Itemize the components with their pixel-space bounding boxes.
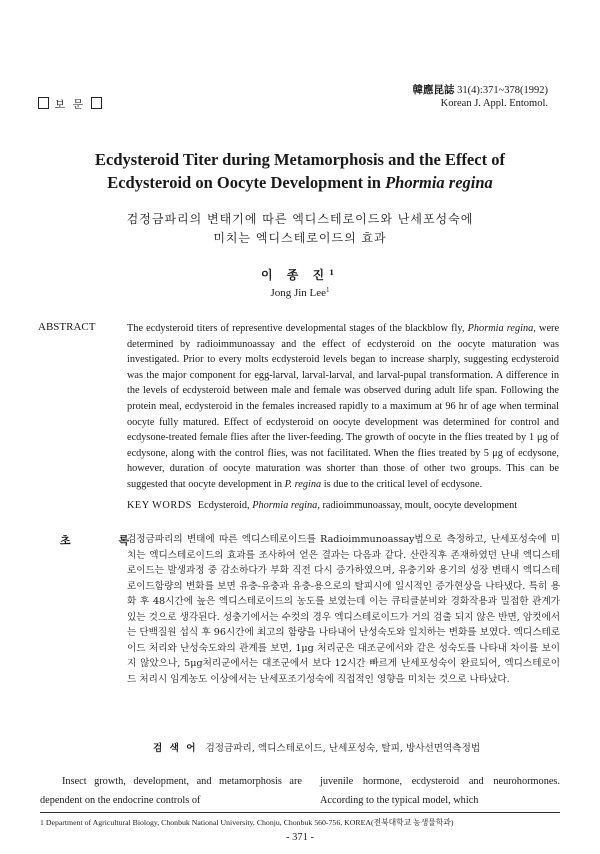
abstract-text-1: The ecdysteroid titers of representive developmental stages of the blackblow fly,	[127, 323, 468, 334]
abstract-text-3: is due to the critical level of ecdysone.	[321, 478, 483, 490]
author-english	[40, 286, 560, 299]
journal-ref-english: Korean J. Appl. Entomol.	[440, 98, 548, 109]
abstract-label: ABSTRACT	[38, 321, 96, 333]
abstract-text	[127, 321, 559, 493]
page-number: - 371 -	[286, 832, 314, 843]
section-tag-label: 보 문	[54, 98, 86, 111]
keywords	[127, 500, 567, 511]
title-line-2	[40, 171, 560, 194]
footnote-divider	[40, 812, 560, 813]
korean-abstract-text: 검정금파리의 변태에 따른 엑디스테로이드를 Radioimmunoassay법으로 측정하고, 난세포성숙에 미치는 엑디스테로이드의 효과를 조사하여 얻은 결과는 다음과 같다. 산란직후 존재하였던 난내 엑디스테로이드는 발생과정 중 감소하다가 부화 직전 다시 증가하였으며, 유충기와 용기의 성장 변태시 엑디스테로이드함량의 변화를 보면 유충-유충과 유충-용으로의 탈피시에 일시적인 증가현상을 나타냈다. 특히 용화 후 48시간에 높은 엑디스테로이드의 농도를 보였는데 이는 큐티클분비와 경화작용과 밀접한 관계가 있는 것으로 생각된다. 성충기에서는 수컷의 경우 엑디스테로이드가 거의 검출 되지 않은 반면, 암컷에서는 단백질원 섭식 후 96시간에 최고의 함량을 나타내어 난성숙도와 일치하는 변화를 보였다. 엑디스테로이드 처리와 난성숙도와의 관계를 보면, 1μg 처리군은 대조군에서와 같은 성숙도를 나타내 차이를 보이지 않았으나, 5μg처리군에서는 대조군에서 보다 12시간 빠르게 난세포성숙이 완료되어, 엑디스테로이드 처리시 임계농도 이상에서는 난세포조기성숙에 직접적인 영향을 미치는 것으로 나타났다.	[127, 534, 560, 685]
body-right-column: juvenile hormone, ecdysteroid and neurohormones. According to the typical model, which	[320, 776, 560, 806]
affil-mark-en: 1	[326, 286, 330, 294]
abstract-species-2: P. regina	[284, 478, 322, 490]
abstract-text-2: , were determined by radioimmunoassay and the effect of ecdysteroid on the oocyte maturation was investigated. Prior to every molts ecdysteroid levels began to increase sharply, suggesting ecdysteroid was the major component for egg-larval, larval-larval, and larval-pupal transformation. A difference in the levels of ecdysteroid between male and female was observed during adult life span. Following the protein meal, ecdysteroid in the females increased rapidly to a maximum at 96 hr of age when terminal oocyte fully matured. Effect of ecdysteroid on oocyte development was determined for control and ecdysone-treated female flies after the liver-feeding. The growth of oocyte in the flies treated by 1 μg of ecdysone, along with the control flies, was not facilitated. When the flies treated by 5 μg of ecdysone, however, duration of oocyte maturation was shorter than those of other two groups. This can be suggested that oocyte development in	[127, 323, 560, 490]
title-line-1: Ecdysteroid Titer during Metamorphosis and the Effect of	[95, 150, 505, 169]
author-korean-name: 이 종 진	[260, 268, 330, 282]
title-line-2-text: Ecdysteroid on Oocyte Development in	[107, 173, 386, 192]
keywords-rest: , radioimmunoassay, moult, oocyte development	[317, 500, 518, 511]
body-left-text: Insect growth, development, and metamorphosis are dependent on the endocrine controls of	[40, 776, 302, 806]
abstract-species-1: Phormia regina	[467, 323, 534, 334]
title-species: Phormia regina	[385, 173, 493, 192]
korean-abstract-label: 초 록	[60, 534, 152, 547]
korean-keywords-text: 검정금파리, 엑디스테로이드, 난세포성숙, 탈피, 방사선면역측정법	[205, 743, 481, 754]
keywords-prefix: Ecdysteroid,	[197, 500, 253, 511]
affil-mark: 1	[329, 268, 339, 277]
keywords-label: KEY WORDS	[127, 500, 192, 511]
journal-ref-korean: 韓應昆誌	[412, 85, 455, 96]
paper-title	[40, 148, 560, 194]
footnote: 1 Department of Agricultural Biology, Chonbuk National University, Chonju, Chonbuk 560-756, KOREA(전북대학교 농생물학과)	[40, 818, 454, 827]
author-korean	[40, 266, 560, 283]
journal-ref-volume: 31(4):371~378(1992)	[457, 85, 548, 96]
korean-keywords	[153, 740, 573, 754]
korean-title-line-2: 미치는 엑디스테로이드의 효과	[213, 231, 387, 245]
journal-reference	[413, 84, 548, 110]
korean-keywords-label: 검 색 어	[153, 743, 198, 754]
bracket-box-left	[38, 97, 49, 109]
keywords-species: Phormia regina	[252, 500, 318, 511]
author-english-name: Jong Jin Lee	[270, 287, 327, 299]
korean-title-line-1: 검정금파리의 변태기에 따른 엑디스테로이드와 난세포성숙에	[126, 212, 474, 226]
section-tag	[38, 96, 102, 112]
bracket-box-right	[91, 97, 102, 109]
korean-title	[40, 210, 560, 248]
body-left-column	[40, 772, 302, 810]
